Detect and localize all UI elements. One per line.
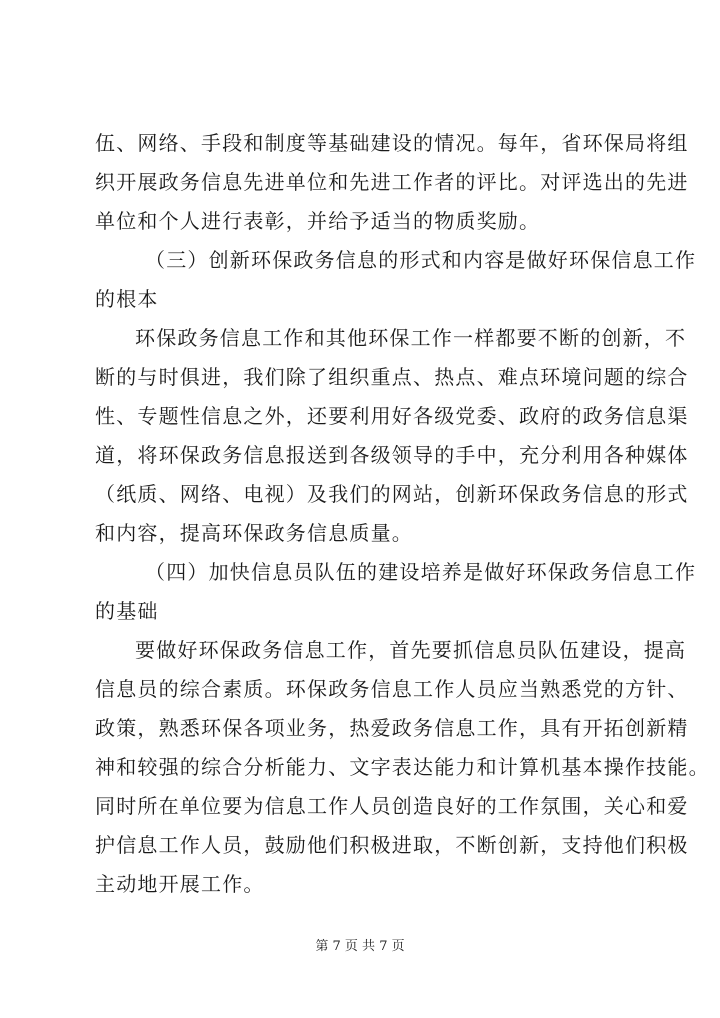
section-heading-3: （三）创新环保政务信息的形式和内容是做好环保信息工作 <box>145 248 697 272</box>
paragraph-line: （纸质、网络、电视）及我们的网站，创新环保政务信息的形式 <box>95 482 689 506</box>
paragraph-line: 环保政务信息工作和其他环保工作一样都要不断的创新，不 <box>135 326 687 350</box>
section-heading-4-cont: 的基础 <box>95 599 159 623</box>
paragraph-line: 和内容，提高环保政务信息质量。 <box>95 521 413 545</box>
paragraph-line: 政策，熟悉环保各项业务，热爱政务信息工作，具有开拓创新精 <box>95 716 689 740</box>
paragraph-line: 织开展政务信息先进单位和先进工作者的评比。对评选出的先进 <box>95 170 689 194</box>
paragraph-line: 神和较强的综合分析能力、文字表达能力和计算机基本操作技能。 <box>95 755 710 779</box>
paragraph-line: 同时所在单位要为信息工作人员创造良好的工作氛围，关心和爱 <box>95 794 689 818</box>
paragraph-line: 护信息工作人员，鼓励他们积极进取，不断创新，支持他们积极 <box>95 833 689 857</box>
paragraph-line: 信息员的综合素质。环保政务信息工作人员应当熟悉党的方针、 <box>95 677 689 701</box>
paragraph-line: 断的与时俱进，我们除了组织重点、热点、难点环境问题的综合 <box>95 365 689 389</box>
paragraph-line: 主动地开展工作。 <box>95 872 265 896</box>
paragraph-line: 伍、网络、手段和制度等基础建设的情况。每年，省环保局将组 <box>95 131 689 155</box>
document-body <box>95 124 710 904</box>
paragraph-line: 要做好环保政务信息工作，首先要抓信息员队伍建设，提高 <box>135 638 687 662</box>
paragraph-line: 性、专题性信息之外，还要利用好各级党委、政府的政务信息渠 <box>95 404 689 428</box>
section-heading-4: （四）加快信息员队伍的建设培养是做好环保政务信息工作 <box>145 560 697 584</box>
paragraph-line: 单位和个人进行表彰，并给予适当的物质奖励。 <box>95 209 541 233</box>
section-heading-3-cont: 的根本 <box>95 287 159 311</box>
page-number-footer: 第 7 页 共 7 页 <box>315 939 405 954</box>
paragraph-line: 道，将环保政务信息报送到各级领导的手中，充分利用各种媒体 <box>95 443 689 467</box>
